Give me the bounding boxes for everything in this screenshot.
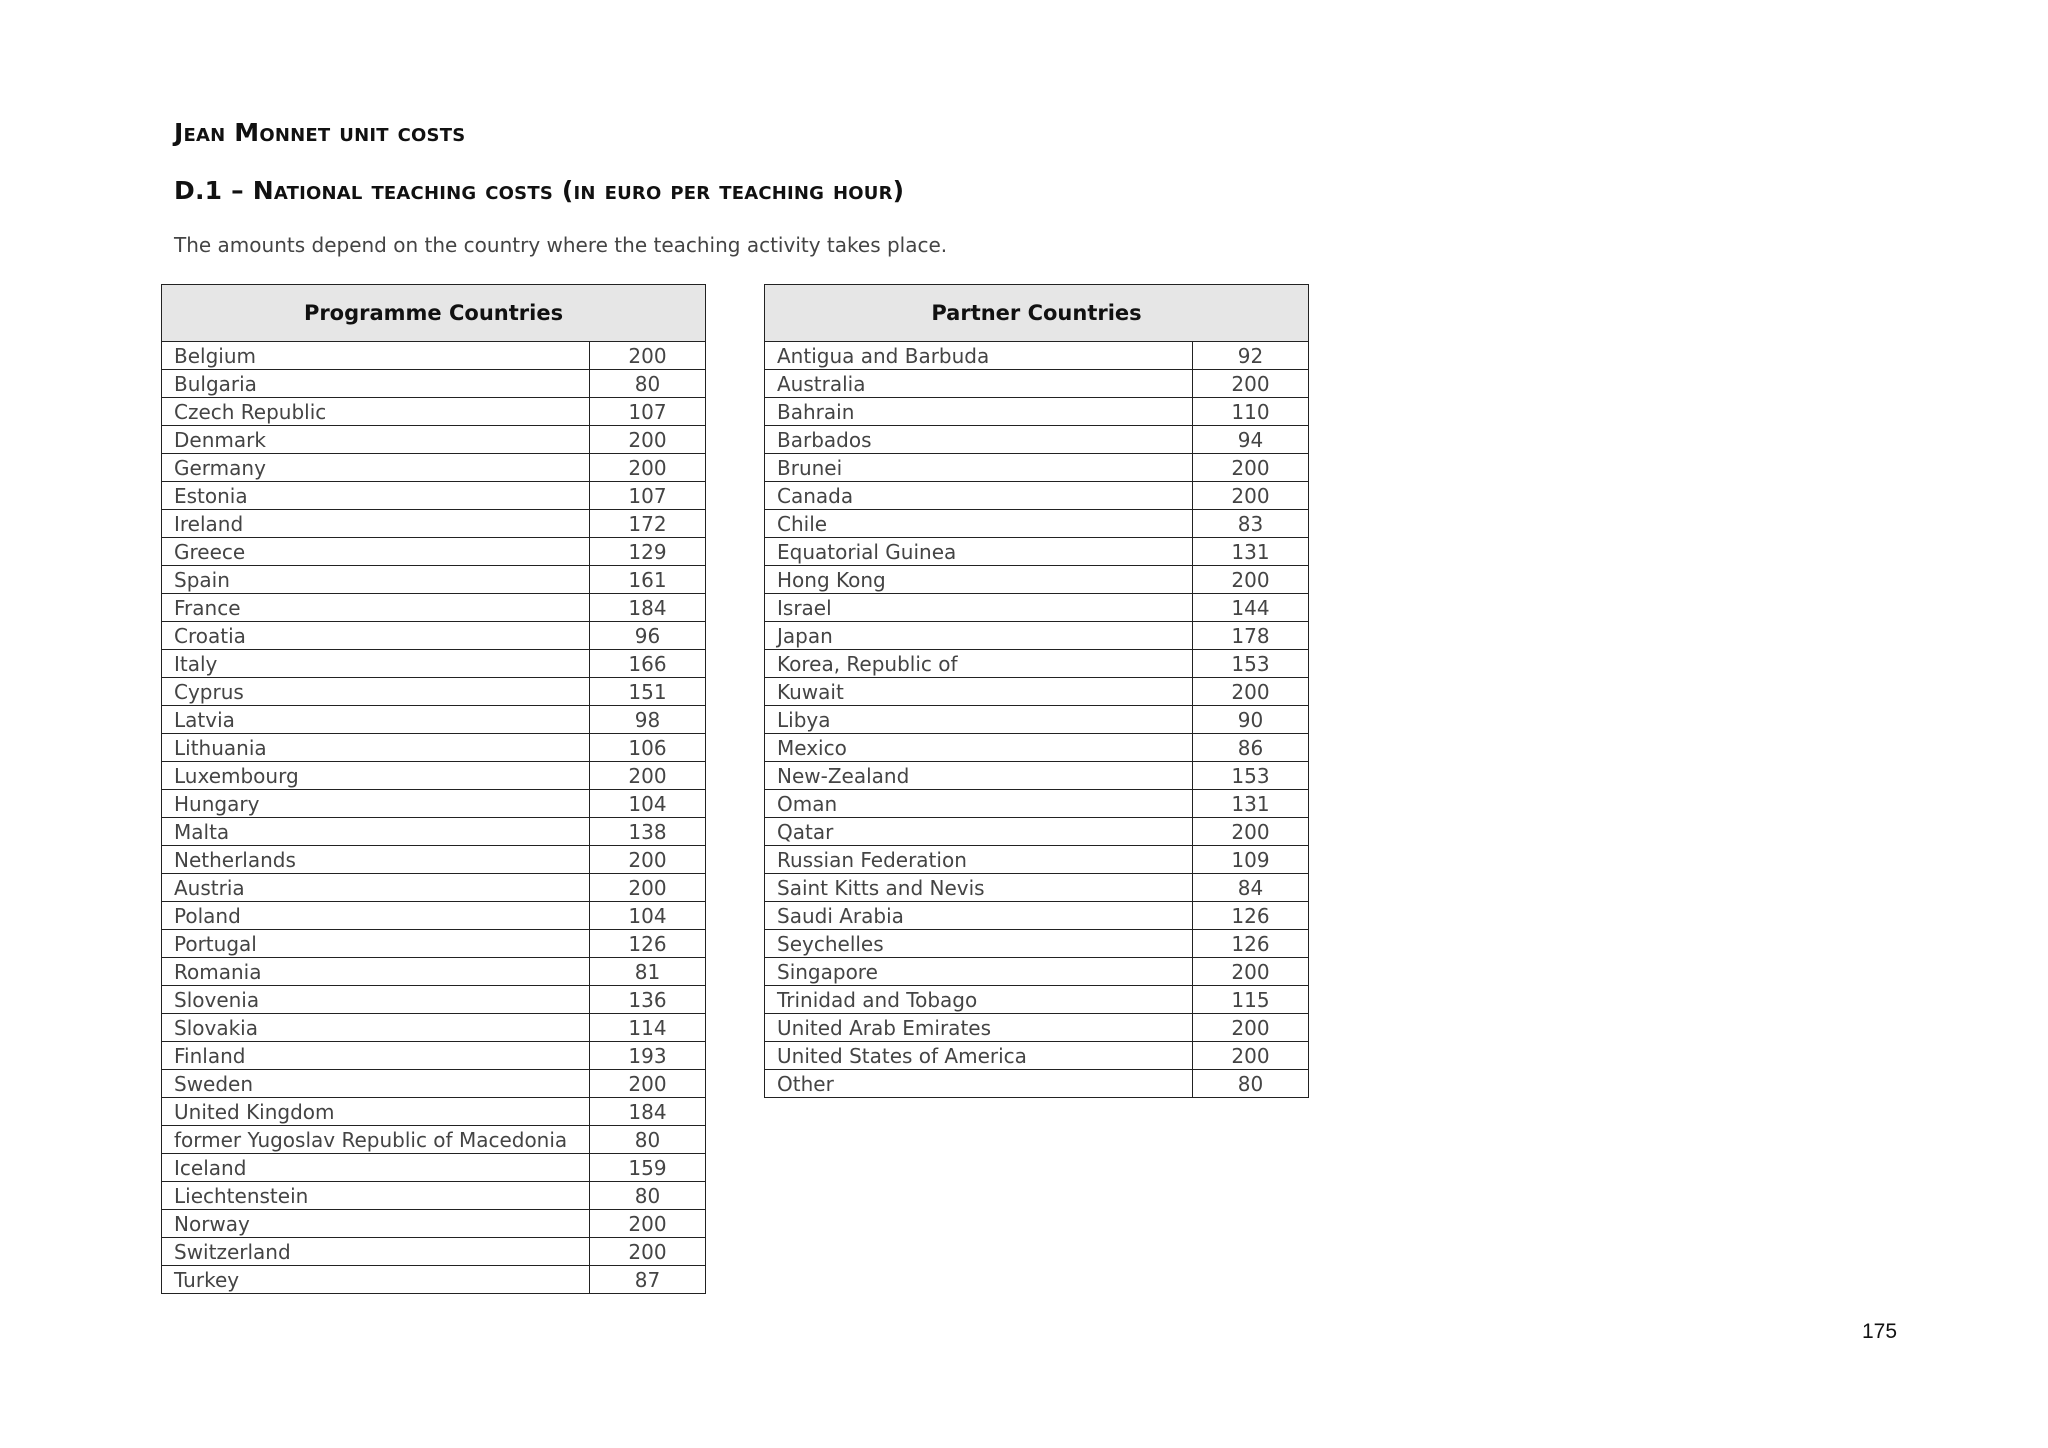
- table-row: [162, 370, 706, 398]
- country-name-cell: Barbados: [765, 426, 1193, 454]
- country-name-cell: Cyprus: [162, 678, 590, 706]
- teaching-cost-cell: 200: [590, 846, 706, 874]
- table-row: [765, 762, 1309, 790]
- country-name-cell: Chile: [765, 510, 1193, 538]
- country-name-cell: Seychelles: [765, 930, 1193, 958]
- teaching-cost-cell: 126: [1193, 902, 1309, 930]
- table-row: [162, 1238, 706, 1266]
- table-row: [162, 1070, 706, 1098]
- programme-countries-table: [161, 284, 706, 1294]
- teaching-cost-cell: 153: [1193, 762, 1309, 790]
- teaching-cost-cell: 138: [590, 818, 706, 846]
- teaching-cost-cell: 86: [1193, 734, 1309, 762]
- country-name-cell: Austria: [162, 874, 590, 902]
- table-row: [162, 510, 706, 538]
- country-name-cell: Israel: [765, 594, 1193, 622]
- table-row: [162, 1014, 706, 1042]
- teaching-cost-cell: 83: [1193, 510, 1309, 538]
- table-row: [162, 678, 706, 706]
- table-row: [765, 510, 1309, 538]
- table-row: [162, 930, 706, 958]
- country-name-cell: Kuwait: [765, 678, 1193, 706]
- country-name-cell: Greece: [162, 538, 590, 566]
- country-name-cell: Libya: [765, 706, 1193, 734]
- teaching-cost-cell: 144: [1193, 594, 1309, 622]
- teaching-cost-cell: 200: [590, 1070, 706, 1098]
- country-name-cell: Brunei: [765, 454, 1193, 482]
- partner-countries-table: [764, 284, 1309, 1098]
- programme-countries-body: [162, 342, 706, 1294]
- table-row: [765, 370, 1309, 398]
- teaching-cost-cell: 200: [1193, 370, 1309, 398]
- teaching-cost-cell: 184: [590, 594, 706, 622]
- table-row: [765, 454, 1309, 482]
- table-row: [162, 398, 706, 426]
- table-row: [162, 566, 706, 594]
- teaching-cost-cell: 200: [1193, 1014, 1309, 1042]
- country-name-cell: Russian Federation: [765, 846, 1193, 874]
- country-name-cell: Singapore: [765, 958, 1193, 986]
- table-row: [765, 1014, 1309, 1042]
- country-name-cell: Qatar: [765, 818, 1193, 846]
- table-row: [765, 874, 1309, 902]
- teaching-cost-cell: 200: [1193, 818, 1309, 846]
- teaching-cost-cell: 104: [590, 902, 706, 930]
- country-name-cell: Romania: [162, 958, 590, 986]
- teaching-cost-cell: 166: [590, 650, 706, 678]
- table-row: [765, 1042, 1309, 1070]
- teaching-cost-cell: 80: [590, 1182, 706, 1210]
- teaching-cost-cell: 115: [1193, 986, 1309, 1014]
- teaching-cost-cell: 200: [590, 1238, 706, 1266]
- table-row: [765, 958, 1309, 986]
- country-name-cell: Bulgaria: [162, 370, 590, 398]
- country-name-cell: Japan: [765, 622, 1193, 650]
- country-name-cell: United Kingdom: [162, 1098, 590, 1126]
- country-name-cell: former Yugoslav Republic of Macedonia: [162, 1126, 590, 1154]
- teaching-cost-cell: 200: [590, 426, 706, 454]
- table-row: [765, 538, 1309, 566]
- teaching-cost-cell: 87: [590, 1266, 706, 1294]
- teaching-cost-cell: 153: [1193, 650, 1309, 678]
- table-row: [765, 566, 1309, 594]
- country-name-cell: Other: [765, 1070, 1193, 1098]
- teaching-cost-cell: 107: [590, 398, 706, 426]
- teaching-cost-cell: 200: [590, 874, 706, 902]
- table-row: [162, 482, 706, 510]
- country-name-cell: Czech Republic: [162, 398, 590, 426]
- country-name-cell: Netherlands: [162, 846, 590, 874]
- partner-countries-header: Partner Countries: [765, 285, 1309, 342]
- teaching-cost-cell: 200: [590, 762, 706, 790]
- table-row: [765, 482, 1309, 510]
- table-row: [162, 1126, 706, 1154]
- table-header-row: [162, 285, 706, 342]
- teaching-cost-cell: 84: [1193, 874, 1309, 902]
- table-row: [162, 846, 706, 874]
- table-row: [765, 622, 1309, 650]
- teaching-cost-cell: 126: [1193, 930, 1309, 958]
- table-row: [765, 1070, 1309, 1098]
- teaching-cost-cell: 193: [590, 1042, 706, 1070]
- country-name-cell: Saudi Arabia: [765, 902, 1193, 930]
- country-name-cell: Denmark: [162, 426, 590, 454]
- country-name-cell: New-Zealand: [765, 762, 1193, 790]
- country-name-cell: Bahrain: [765, 398, 1193, 426]
- table-row: [162, 1154, 706, 1182]
- table-row: [765, 650, 1309, 678]
- country-name-cell: United States of America: [765, 1042, 1193, 1070]
- teaching-cost-cell: 151: [590, 678, 706, 706]
- partner-countries-body: [765, 342, 1309, 1098]
- teaching-cost-cell: 109: [1193, 846, 1309, 874]
- table-row: [765, 398, 1309, 426]
- table-row: [162, 454, 706, 482]
- table-row: [162, 790, 706, 818]
- country-name-cell: Hungary: [162, 790, 590, 818]
- country-name-cell: Italy: [162, 650, 590, 678]
- teaching-cost-cell: 131: [1193, 790, 1309, 818]
- teaching-cost-cell: 200: [1193, 482, 1309, 510]
- teaching-cost-cell: 200: [590, 1210, 706, 1238]
- teaching-cost-cell: 200: [1193, 1042, 1309, 1070]
- table-row: [765, 846, 1309, 874]
- teaching-cost-cell: 159: [590, 1154, 706, 1182]
- country-name-cell: Slovakia: [162, 1014, 590, 1042]
- table-row: [765, 594, 1309, 622]
- country-name-cell: Finland: [162, 1042, 590, 1070]
- country-name-cell: France: [162, 594, 590, 622]
- teaching-cost-cell: 80: [590, 1126, 706, 1154]
- teaching-cost-cell: 172: [590, 510, 706, 538]
- country-name-cell: United Arab Emirates: [765, 1014, 1193, 1042]
- country-name-cell: Iceland: [162, 1154, 590, 1182]
- teaching-cost-cell: 104: [590, 790, 706, 818]
- country-name-cell: Norway: [162, 1210, 590, 1238]
- country-name-cell: Hong Kong: [765, 566, 1193, 594]
- table-row: [765, 678, 1309, 706]
- table-row: [765, 902, 1309, 930]
- teaching-cost-cell: 94: [1193, 426, 1309, 454]
- table-row: [162, 958, 706, 986]
- country-name-cell: Canada: [765, 482, 1193, 510]
- table-row: [162, 818, 706, 846]
- country-name-cell: Oman: [765, 790, 1193, 818]
- country-name-cell: Malta: [162, 818, 590, 846]
- country-name-cell: Korea, Republic of: [765, 650, 1193, 678]
- table-row: [765, 734, 1309, 762]
- teaching-cost-cell: 107: [590, 482, 706, 510]
- country-name-cell: Latvia: [162, 706, 590, 734]
- country-name-cell: Equatorial Guinea: [765, 538, 1193, 566]
- table-row: [162, 762, 706, 790]
- country-name-cell: Slovenia: [162, 986, 590, 1014]
- table-row: [162, 986, 706, 1014]
- teaching-cost-cell: 126: [590, 930, 706, 958]
- teaching-cost-cell: 131: [1193, 538, 1309, 566]
- programme-countries-header: Programme Countries: [162, 285, 706, 342]
- table-row: [765, 790, 1309, 818]
- table-header-row: [765, 285, 1309, 342]
- country-name-cell: Belgium: [162, 342, 590, 370]
- table-row: [765, 342, 1309, 370]
- country-name-cell: Australia: [765, 370, 1193, 398]
- teaching-cost-cell: 81: [590, 958, 706, 986]
- teaching-cost-cell: 200: [590, 342, 706, 370]
- table-row: [162, 1098, 706, 1126]
- table-row: [162, 426, 706, 454]
- teaching-cost-cell: 184: [590, 1098, 706, 1126]
- teaching-cost-cell: 178: [1193, 622, 1309, 650]
- country-name-cell: Estonia: [162, 482, 590, 510]
- table-row: [765, 426, 1309, 454]
- page-number: 175: [1862, 1320, 1898, 1343]
- country-name-cell: Ireland: [162, 510, 590, 538]
- teaching-cost-cell: 106: [590, 734, 706, 762]
- teaching-cost-cell: 200: [590, 454, 706, 482]
- table-row: [765, 818, 1309, 846]
- intro-text: The amounts depend on the country where the teaching activity takes place.: [174, 233, 948, 257]
- country-name-cell: Mexico: [765, 734, 1193, 762]
- teaching-cost-cell: 90: [1193, 706, 1309, 734]
- teaching-cost-cell: 161: [590, 566, 706, 594]
- subsection-title: D.1 – National teaching costs (in euro per teaching hour): [174, 176, 905, 205]
- teaching-cost-cell: 200: [1193, 566, 1309, 594]
- teaching-cost-cell: 80: [590, 370, 706, 398]
- teaching-cost-cell: 200: [1193, 678, 1309, 706]
- table-row: [162, 650, 706, 678]
- table-row: [162, 1266, 706, 1294]
- teaching-cost-cell: 114: [590, 1014, 706, 1042]
- teaching-cost-cell: 80: [1193, 1070, 1309, 1098]
- country-name-cell: Antigua and Barbuda: [765, 342, 1193, 370]
- table-row: [162, 706, 706, 734]
- teaching-cost-cell: 200: [1193, 958, 1309, 986]
- table-row: [162, 594, 706, 622]
- table-row: [162, 1210, 706, 1238]
- table-row: [162, 1182, 706, 1210]
- country-name-cell: Saint Kitts and Nevis: [765, 874, 1193, 902]
- teaching-cost-cell: 129: [590, 538, 706, 566]
- teaching-cost-cell: 96: [590, 622, 706, 650]
- table-row: [765, 986, 1309, 1014]
- table-row: [162, 342, 706, 370]
- country-name-cell: Poland: [162, 902, 590, 930]
- section-title: Jean Monnet unit costs: [174, 118, 466, 147]
- table-row: [765, 930, 1309, 958]
- teaching-cost-cell: 92: [1193, 342, 1309, 370]
- country-name-cell: Croatia: [162, 622, 590, 650]
- country-name-cell: Germany: [162, 454, 590, 482]
- table-row: [162, 874, 706, 902]
- country-name-cell: Switzerland: [162, 1238, 590, 1266]
- table-row: [162, 1042, 706, 1070]
- country-name-cell: Sweden: [162, 1070, 590, 1098]
- table-row: [765, 706, 1309, 734]
- country-name-cell: Lithuania: [162, 734, 590, 762]
- table-row: [162, 622, 706, 650]
- table-row: [162, 902, 706, 930]
- teaching-cost-cell: 200: [1193, 454, 1309, 482]
- teaching-cost-cell: 98: [590, 706, 706, 734]
- country-name-cell: Luxembourg: [162, 762, 590, 790]
- country-name-cell: Turkey: [162, 1266, 590, 1294]
- teaching-cost-cell: 110: [1193, 398, 1309, 426]
- country-name-cell: Liechtenstein: [162, 1182, 590, 1210]
- teaching-cost-cell: 136: [590, 986, 706, 1014]
- country-name-cell: Trinidad and Tobago: [765, 986, 1193, 1014]
- country-name-cell: Spain: [162, 566, 590, 594]
- table-row: [162, 734, 706, 762]
- country-name-cell: Portugal: [162, 930, 590, 958]
- table-row: [162, 538, 706, 566]
